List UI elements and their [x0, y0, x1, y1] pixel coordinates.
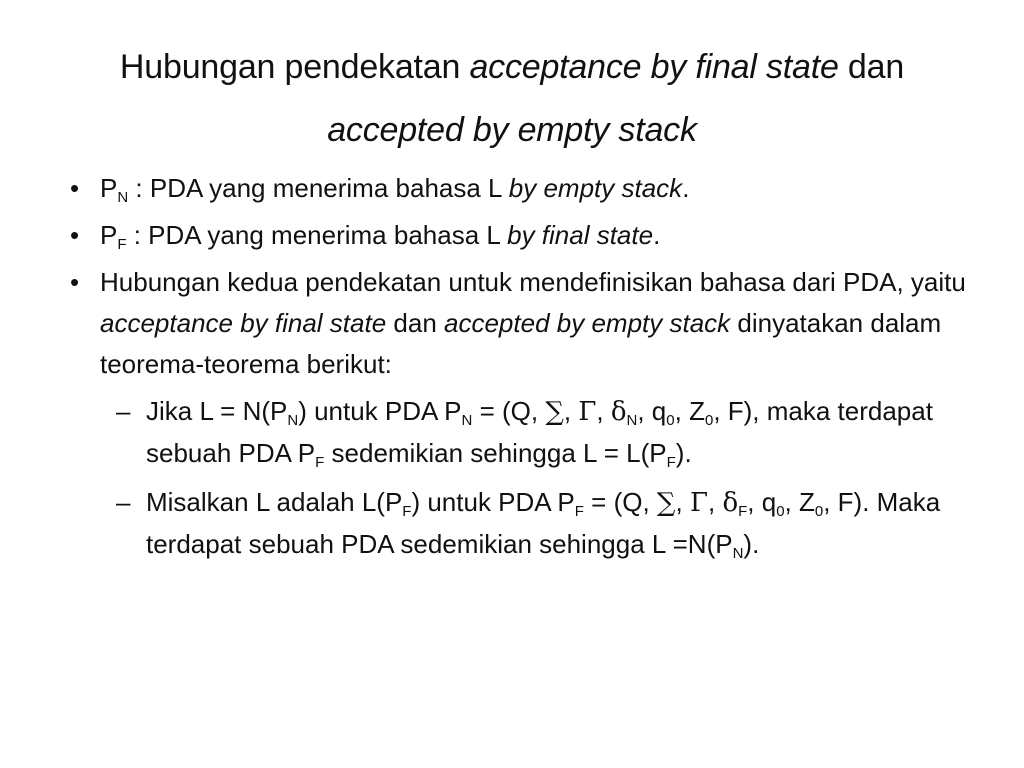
jika-text-a: Jika L = N(P: [146, 396, 288, 426]
pf-symbol: P: [100, 220, 118, 250]
bullet-item-pn: [70, 168, 970, 209]
sub-item-misalkan: [70, 482, 970, 565]
misalkan-sub-f: N: [732, 545, 744, 562]
pf-text: : PDA yang menerima bahasa L: [126, 220, 508, 250]
hubungan-text-3: dinyatakan dalam teorema-teorema berikut:: [100, 308, 942, 379]
slide-body: [70, 168, 970, 573]
delta-symbol: δ: [610, 397, 627, 427]
hubungan-text-2: dan: [386, 308, 445, 338]
title-text: Hubungan pendekatan: [119, 48, 470, 86]
pf-italic: by final state: [507, 220, 654, 250]
bullet-item-pf: [70, 215, 970, 256]
pf-end: .: [653, 220, 661, 250]
hubungan-italic-1: acceptance by final state: [100, 308, 387, 338]
bullet-marker: •: [70, 220, 80, 250]
bullet-item-hubungan: [70, 262, 970, 385]
pn-text: : PDA yang menerima bahasa L: [128, 173, 509, 203]
z-subscript: 0: [814, 503, 824, 520]
delta-subscript: N: [626, 412, 638, 429]
sub-item-jika: [70, 391, 970, 474]
pn-end: .: [682, 173, 690, 203]
jika-comma-2: ,: [596, 396, 611, 426]
jika-sub-a: N: [287, 412, 299, 429]
jika-text-e: , Z: [674, 396, 705, 426]
z-subscript: 0: [704, 412, 714, 429]
misalkan-comma-1: ,: [675, 487, 690, 517]
jika-sub-b: N: [461, 412, 473, 429]
misalkan-comma-2: ,: [707, 487, 723, 517]
q-subscript: 0: [666, 412, 675, 429]
misalkan-sub-a: F: [402, 503, 412, 520]
misalkan-text-h: ).: [743, 529, 760, 559]
bullet-marker: •: [70, 267, 80, 297]
sigma-symbol: ∑: [656, 488, 676, 518]
jika-text-h: ).: [675, 438, 692, 468]
hubungan-italic-2: accepted by empty stack: [444, 308, 731, 338]
jika-sub-g: F: [666, 454, 676, 471]
pn-subscript: N: [117, 189, 129, 206]
bullet-marker: •: [70, 173, 80, 203]
misalkan-text-e: , Z: [784, 487, 815, 517]
misalkan-text-a: Misalkan L adalah L(P: [146, 487, 403, 517]
misalkan-text-c: = (Q,: [583, 487, 657, 517]
pf-subscript: F: [117, 236, 127, 253]
misalkan-text-b: ) untuk PDA P: [411, 487, 575, 517]
misalkan-text-d: , q: [747, 487, 777, 517]
gamma-symbol: Γ: [689, 488, 708, 518]
jika-comma-1: ,: [563, 396, 579, 426]
jika-text-f: , F), maka terdapat sebuah PDA P: [146, 396, 933, 468]
title-italic-accepted: accepted by empty stack: [327, 111, 697, 149]
pn-italic: by empty stack: [508, 173, 683, 203]
sub-bullet-marker: –: [116, 396, 131, 426]
gamma-symbol: Γ: [578, 397, 597, 427]
jika-text-c: = (Q,: [472, 396, 546, 426]
jika-text-b: ) untuk PDA P: [298, 396, 462, 426]
slide-title: [40, 36, 984, 162]
jika-text-g: sedemikian sehingga L = L(P: [324, 438, 667, 468]
q-subscript: 0: [776, 503, 785, 520]
pn-symbol: P: [100, 173, 118, 203]
misalkan-text-f: , F). Maka terdapat sebuah PDA sedemikian sehingga L =N(P: [146, 487, 941, 559]
sub-bullet-marker: –: [116, 487, 131, 517]
jika-text-d: , q: [637, 396, 667, 426]
delta-symbol: δ: [722, 488, 739, 518]
jika-sub-f: F: [315, 454, 325, 471]
sigma-symbol: ∑: [545, 397, 564, 427]
misalkan-sub-b: F: [574, 503, 584, 520]
title-italic-acceptance: acceptance by final state: [469, 48, 839, 86]
delta-subscript: F: [738, 503, 748, 520]
hubungan-text-1: Hubungan kedua pendekatan untuk mendefinisikan bahasa dari PDA, yaitu: [100, 267, 966, 297]
title-text-dan: dan: [838, 48, 905, 86]
